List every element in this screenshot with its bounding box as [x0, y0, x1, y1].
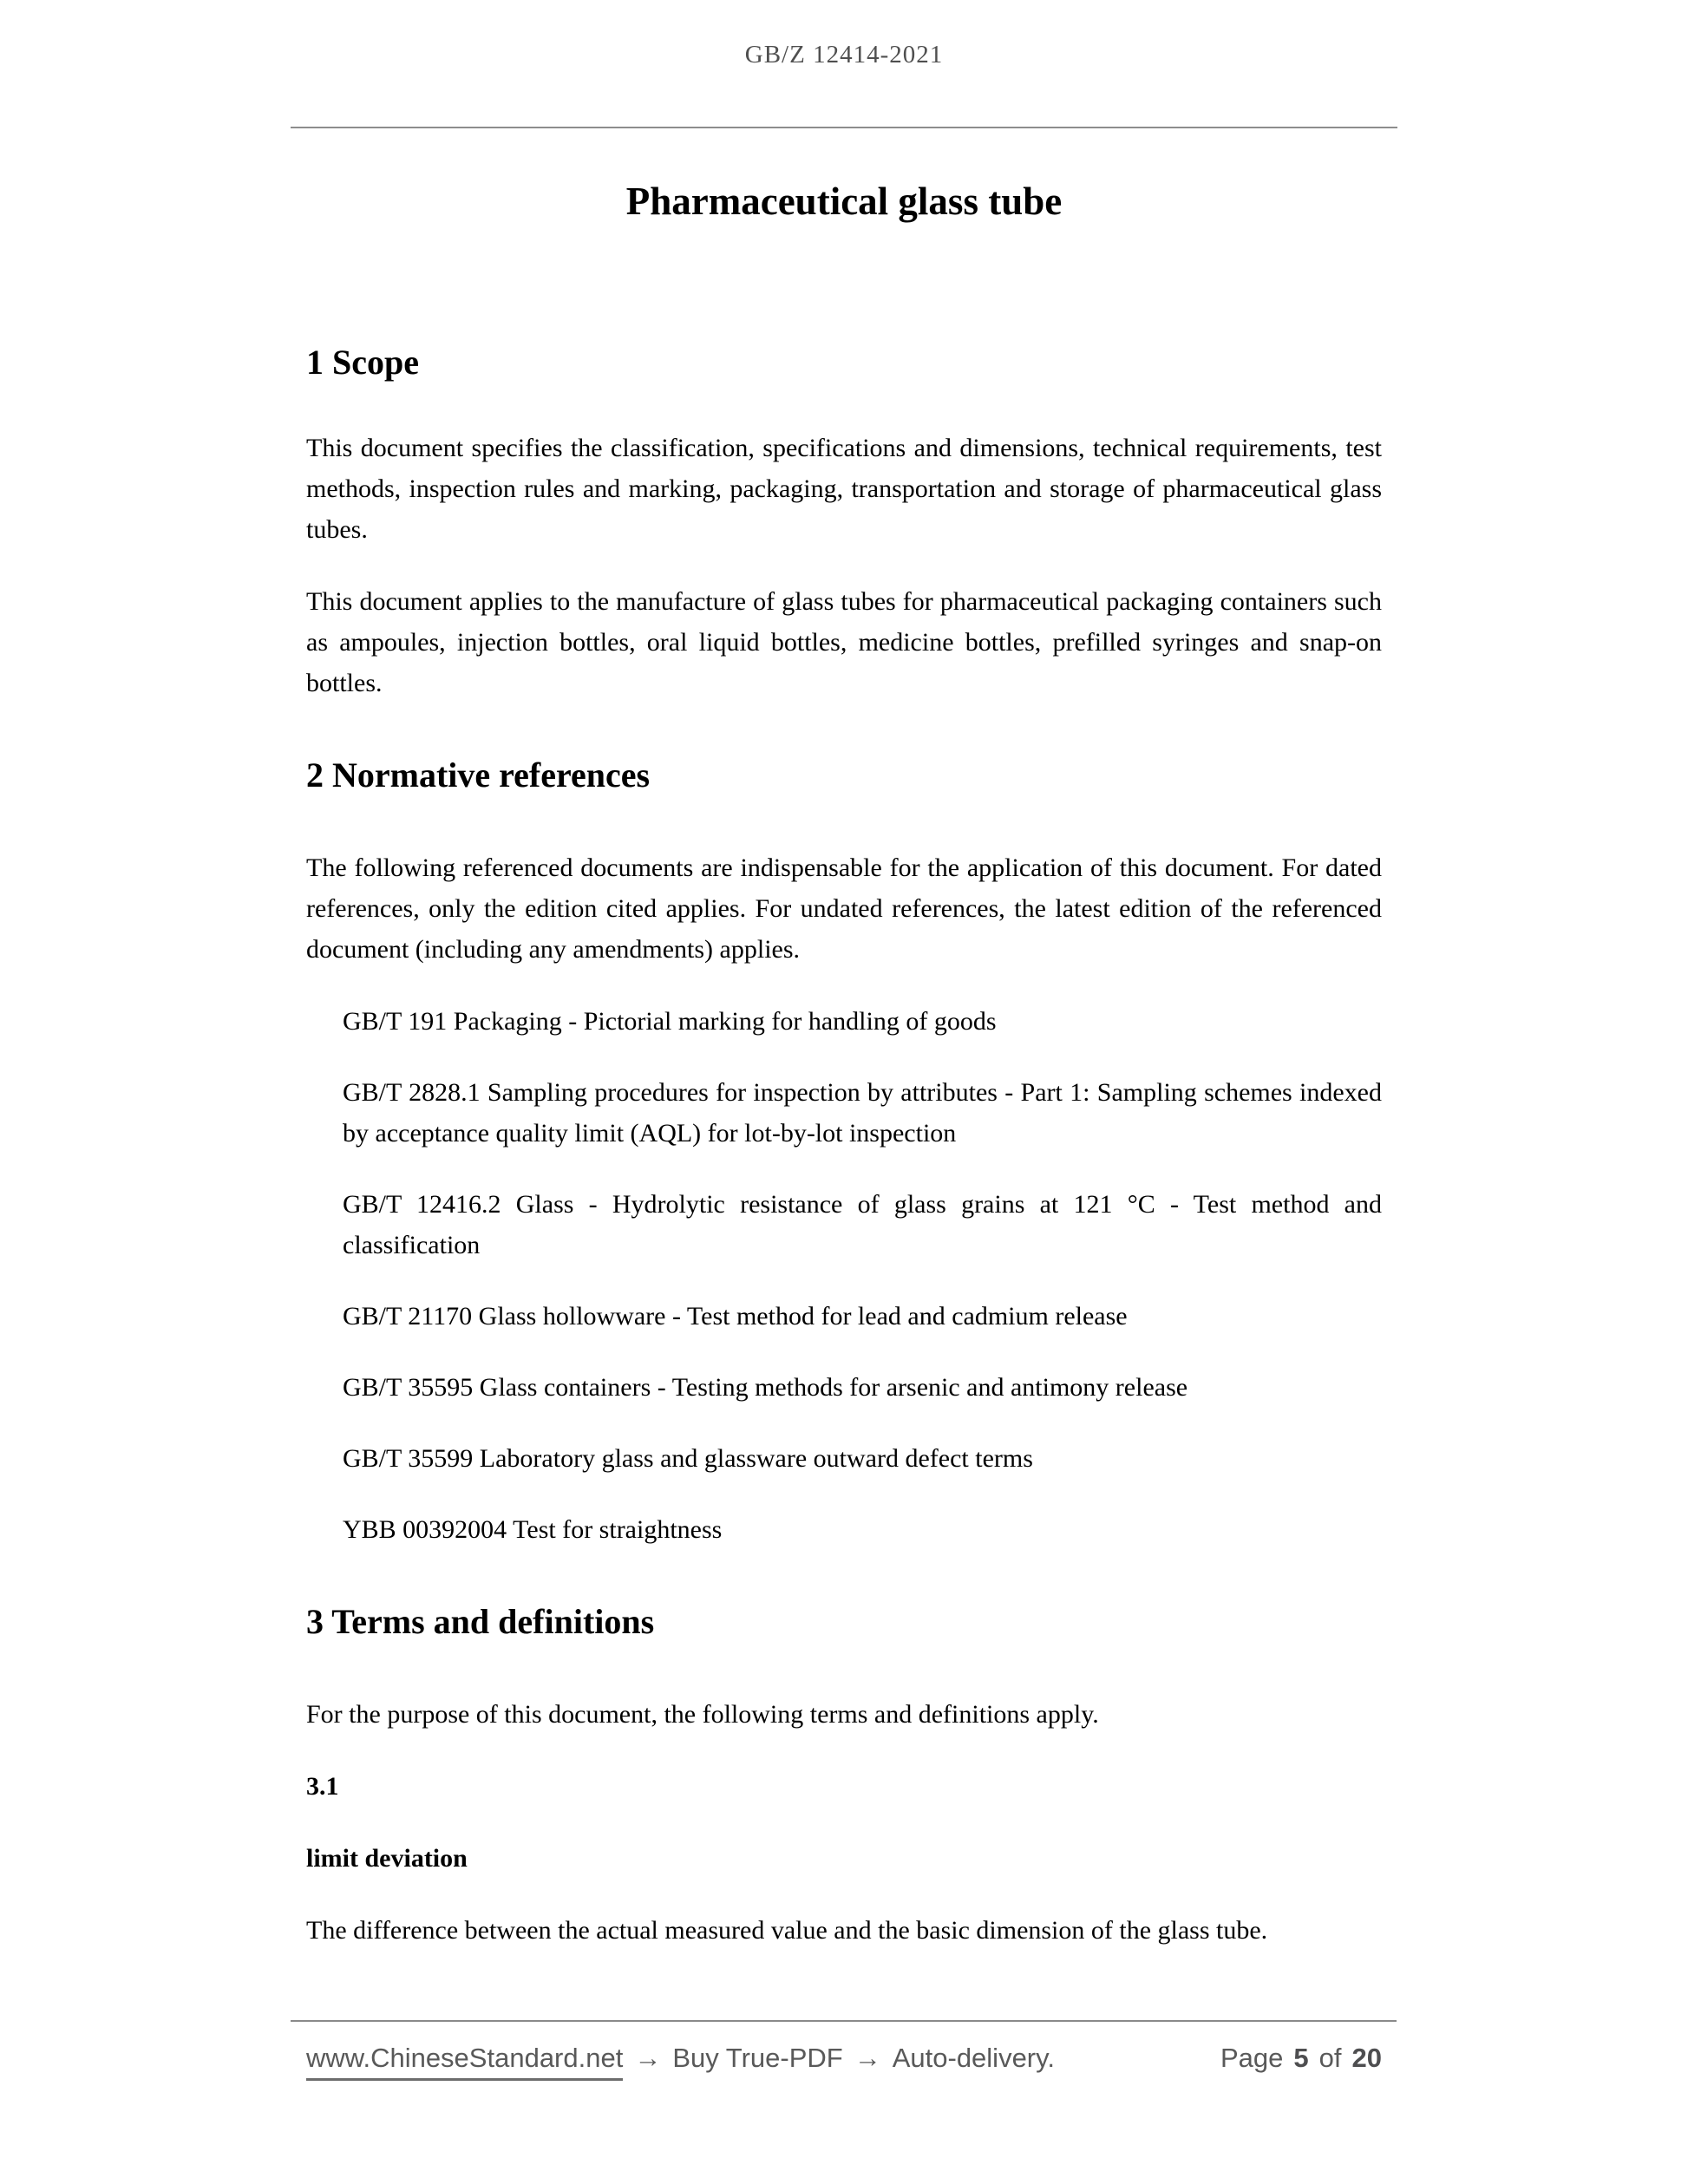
header-divider — [291, 127, 1397, 128]
arrow-right-icon: → — [634, 2043, 662, 2073]
normative-intro-paragraph: The following referenced documents are indispensable for the application of this document. For dated references, only the edition cited applies. For undated references, the latest edition of the referenced document (including any amendments) applies. — [306, 853, 1382, 964]
reference-item: GB/T 35599 Laboratory glass and glassware outward defect terms — [343, 1444, 1033, 1473]
footer-page-label: Page — [1220, 2043, 1284, 2073]
footer-page-indicator — [1220, 2041, 1382, 2076]
reference-item: GB/T 191 Packaging - Pictorial marking for handling of goods — [343, 1007, 997, 1036]
footer-delivery-text: Auto-delivery. — [892, 2043, 1055, 2073]
footer — [306, 2041, 1382, 2081]
scope-paragraph-2: This document applies to the manufacture of glass tubes for pharmaceutical packaging containers such as ampoules, injection bottles, oral liquid bottles, medicine bottles, prefilled syringes and snap-on bottles. — [306, 587, 1382, 697]
scope-paragraph-1: This document specifies the classification, specifications and dimensions, technical requirements, test methods, inspection rules and marking, packaging, transportation and storage of pharmaceutical glass tubes. — [306, 434, 1382, 544]
section-heading-scope: 1 Scope — [306, 343, 419, 382]
footer-divider — [291, 2020, 1397, 2022]
term-number: 3.1 — [306, 1772, 339, 1801]
reference-item: GB/T 12416.2 Glass - Hydrolytic resistance of glass grains at 121 °C - Test method and classification — [343, 1190, 1382, 1259]
footer-site-link[interactable]: www.ChineseStandard.net — [306, 2041, 623, 2081]
footer-of-label: of — [1318, 2043, 1342, 2073]
page-content — [306, 0, 1382, 1982]
section-heading-terms-definitions: 3 Terms and definitions — [306, 1602, 655, 1641]
term-definition-paragraph: The difference between the actual measured value and the basic dimension of the glass tube. — [306, 1916, 1268, 1945]
footer-buy-text: Buy True-PDF — [672, 2043, 843, 2073]
reference-item: YBB 00392004 Test for straightness — [343, 1515, 723, 1544]
footer-left-group — [306, 2041, 1055, 2081]
reference-item: GB/T 21170 Glass hollowware - Test method for lead and cadmium release — [343, 1302, 1128, 1331]
reference-item: GB/T 35595 Glass containers - Testing methods for arsenic and antimony release — [343, 1373, 1188, 1402]
document-title: Pharmaceutical glass tube — [625, 180, 1063, 223]
reference-item: GB/T 2828.1 Sampling procedures for inspection by attributes - Part 1: Sampling schemes indexed by acceptance quality limit (AQL) for lot-by-lot inspection — [343, 1078, 1382, 1148]
footer-page-current: 5 — [1293, 2043, 1309, 2073]
terms-intro-paragraph: For the purpose of this document, the following terms and definitions apply. — [306, 1700, 1099, 1729]
footer-page-total: 20 — [1351, 2043, 1382, 2073]
term-name: limit deviation — [306, 1844, 468, 1873]
standard-number-header: GB/Z 12414-2021 — [744, 41, 944, 69]
section-heading-normative-references: 2 Normative references — [306, 755, 651, 794]
arrow-right-icon: → — [854, 2043, 881, 2073]
